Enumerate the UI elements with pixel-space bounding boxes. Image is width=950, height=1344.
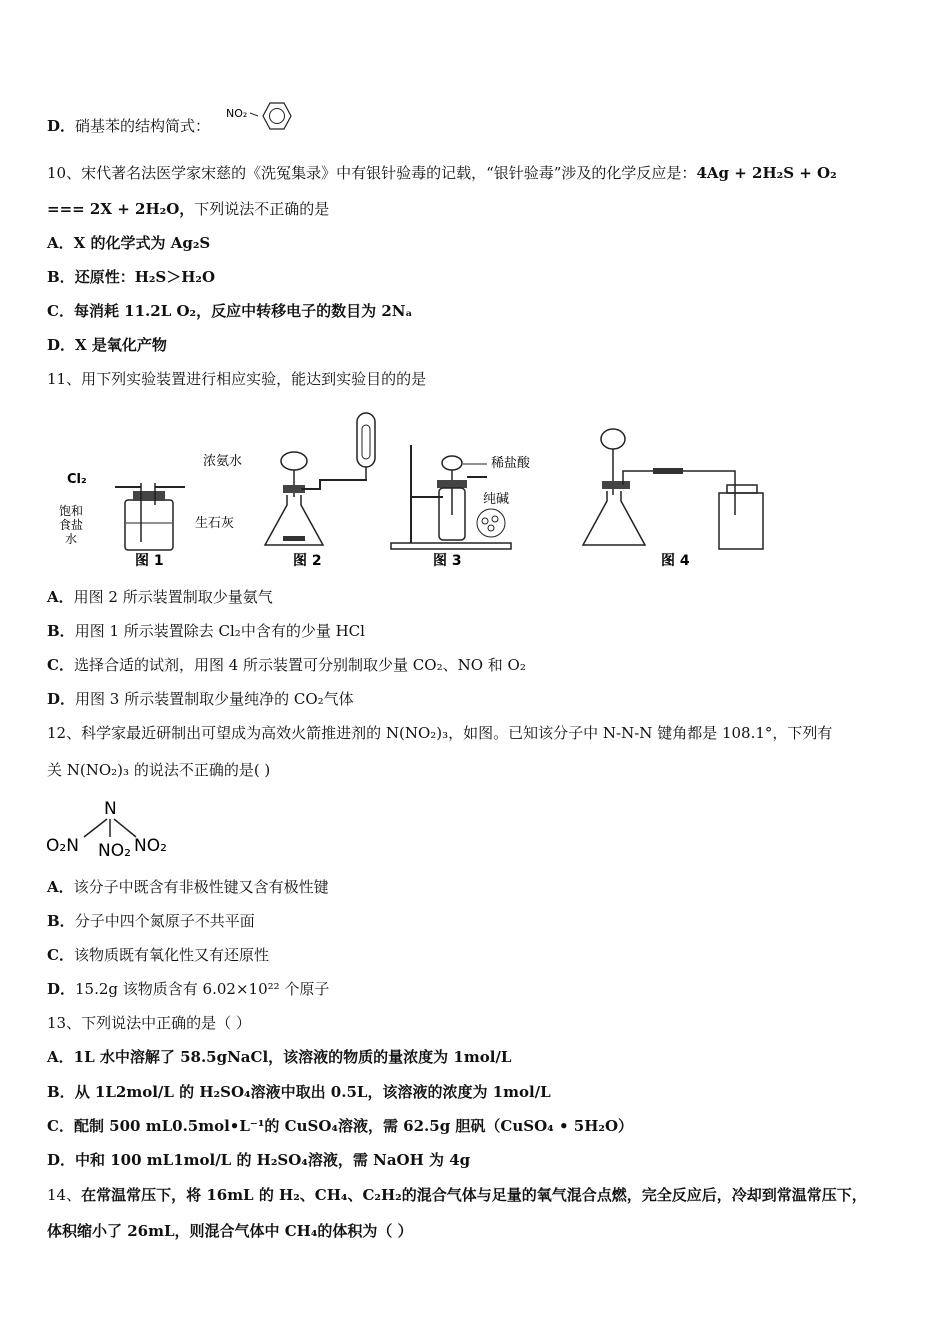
figure-4 bbox=[583, 429, 763, 569]
question-number: 11、 bbox=[47, 370, 82, 388]
equation-part1: 4Ag + 2H₂S + O₂ bbox=[696, 164, 837, 182]
struct-top-n: N bbox=[104, 799, 117, 819]
q10-option-a: A．X 的化学式为 Ag₂S bbox=[47, 234, 211, 252]
question-number: 13、 bbox=[47, 1014, 82, 1032]
q12-option-b: B．分子中四个氮原子不共平面 bbox=[47, 912, 255, 930]
nitrogen-structure bbox=[44, 795, 184, 865]
q11-option-b: B．用图 1 所示装置除去 Cl₂中含有的少量 HCl bbox=[47, 622, 365, 640]
fig2-top-label: 浓氨水 bbox=[203, 454, 243, 469]
fig1-solution-label-2: 食盐 bbox=[59, 518, 84, 532]
question-number: 10、 bbox=[47, 164, 82, 182]
nitrobenzene-structure bbox=[226, 100, 298, 134]
q11-stem: 11、用下列实验装置进行相应实验，能达到实验目的的是 bbox=[47, 370, 427, 388]
q13-option-a: A．1L 水中溶解了 58.5gNaCl，该溶液的物质的量浓度为 1mol/L bbox=[47, 1048, 512, 1066]
struct-left-no2: O₂N bbox=[46, 836, 79, 856]
q10-stem-line1: 10、宋代著名法医学家宋慈的《洗冤集录》中有银针验毒的记载，“银针验毒”涉及的化学反应是：4Ag + 2H₂S + O₂ bbox=[47, 164, 837, 182]
fig3-solid-label: 纯碱 bbox=[483, 492, 510, 507]
fig1-solution-label-1: 饱和 bbox=[59, 504, 84, 518]
fig4-caption: 图 4 bbox=[661, 553, 690, 569]
benzene-ring bbox=[263, 103, 291, 129]
q14-stem-line2: 体积缩小了 26mL，则混合气体中 CH₄的体积为（ ） bbox=[47, 1222, 413, 1240]
q10-stem-line2: === 2X + 2H₂O，下列说法不正确的是 bbox=[47, 200, 330, 218]
figure-3 bbox=[391, 445, 531, 569]
question-number: 12、 bbox=[47, 724, 82, 742]
q11-option-c: C．选择合适的试剂，用图 4 所示装置可分别制取少量 CO₂、NO 和 O₂ bbox=[47, 656, 526, 674]
q13-option-d: D．中和 100 mL1mol/L 的 H₂SO₄溶液，需 NaOH 为 4g bbox=[47, 1151, 471, 1169]
q10-option-d: D．X 是氧化产物 bbox=[47, 336, 167, 354]
equation-part2: === 2X + 2H₂O， bbox=[47, 200, 195, 218]
q12-option-a: A．该分子中既含有非极性键又含有极性键 bbox=[47, 878, 329, 896]
fig2-bottom-label: 生石灰 bbox=[195, 516, 235, 531]
fig1-caption: 图 1 bbox=[135, 553, 164, 569]
q13-stem: 13、下列说法中正确的是（ ） bbox=[47, 1014, 251, 1032]
option-label: D． bbox=[47, 117, 76, 135]
q11-option-a: A．用图 2 所示装置制取少量氨气 bbox=[47, 588, 273, 606]
struct-right-no2: NO₂ bbox=[134, 836, 167, 856]
q13-option-c: C．配制 500 mL0.5mol•L⁻¹的 CuSO₄溶液，需 62.5g 胆矾（CuSO₄ • 5H₂O） bbox=[47, 1117, 634, 1135]
fig3-caption: 图 3 bbox=[433, 553, 462, 569]
fig1-gas-label: Cl₂ bbox=[67, 472, 87, 487]
fig2-caption: 图 2 bbox=[293, 553, 322, 569]
q9-option-d bbox=[47, 116, 210, 136]
figure-1 bbox=[59, 472, 185, 569]
option-text: 硝基苯的结构简式： bbox=[75, 117, 211, 135]
question-number: 14、 bbox=[47, 1186, 82, 1204]
nitro-group-label: NO₂ bbox=[226, 107, 248, 120]
q12-stem-line1: 12、科学家最近研制出可望成为高效火箭推进剂的 N(NO₂)₃，如图。已知该分子中 N-N-N 键角都是 108.1°，下列有 bbox=[47, 724, 833, 742]
figure-2 bbox=[195, 413, 375, 569]
fig3-acid-label: 稀盐酸 bbox=[491, 456, 531, 471]
q12-option-d: D．15.2g 该物质含有 6.02×10²² 个原子 bbox=[47, 980, 330, 998]
struct-bottom-no2: NO₂ bbox=[98, 841, 131, 861]
q12-stem-line2: 关 N(NO₂)₃ 的说法不正确的是( ) bbox=[47, 761, 271, 779]
q13-option-b: B．从 1L2mol/L 的 H₂SO₄溶液中取出 0.5L，该溶液的浓度为 1mol/L bbox=[47, 1083, 551, 1101]
q10-option-c: C．每消耗 11.2L O₂，反应中转移电子的数目为 2Nₐ bbox=[47, 302, 413, 320]
q14-stem-line1: 14、在常温常压下，将 16mL 的 H₂、CH₄、C₂H₂的混合气体与足量的氧气混合点燃，完全反应后，冷却到常温常压下， bbox=[47, 1186, 867, 1204]
apparatus-figure bbox=[55, 405, 785, 575]
q12-option-c: C．该物质既有氧化性又有还原性 bbox=[47, 946, 269, 964]
fig1-solution-label-3: 水 bbox=[65, 532, 78, 546]
q11-option-d: D．用图 3 所示装置制取少量纯净的 CO₂气体 bbox=[47, 690, 354, 708]
q10-option-b: B．还原性：H₂S＞H₂O bbox=[47, 268, 216, 286]
